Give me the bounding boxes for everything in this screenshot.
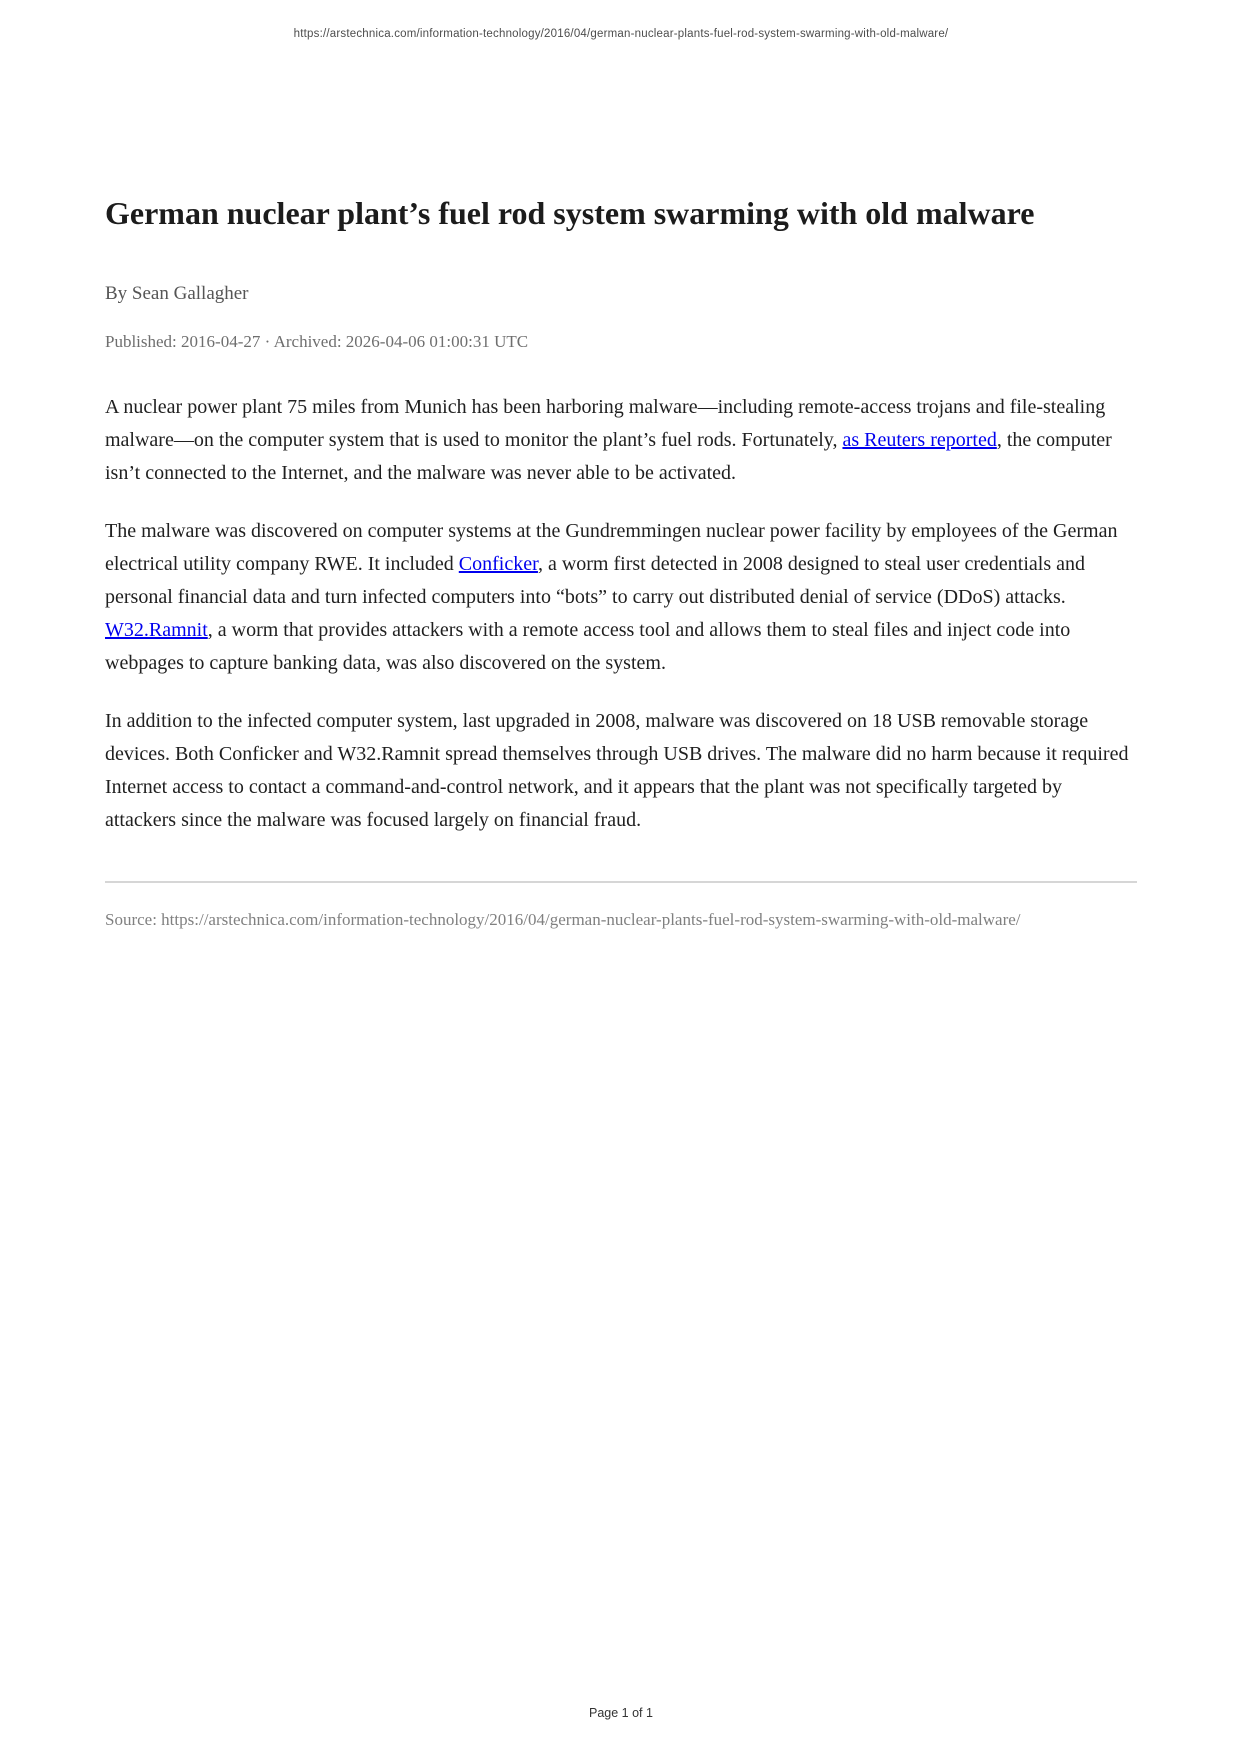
paragraph-text: , the computer isn’t connected to the Internet, and the malware was never able to be activated.: [105, 429, 1112, 484]
inline-link[interactable]: Conficker: [458, 553, 538, 575]
published-line: Published: 2016-04-27 · Archived: 2026-04-06 01:00:31 UTC: [105, 332, 529, 351]
paragraph-text: , a worm first detected in 2008 designed to steal user credentials and personal financial data and turn infected computers into “bots” to carry out distributed denial of service (DDoS) attacks.: [105, 553, 1086, 608]
inline-link[interactable]: W32.Ramnit: [105, 619, 208, 641]
page-number-footer: Page 1 of 1: [589, 1706, 653, 1720]
divider: [105, 881, 1137, 883]
source-line: Source: https://arstechnica.com/information-technology/2016/04/german-nuclear-plants-fuel-rod-system-swarming-with-old-malware/: [105, 910, 1021, 929]
article-paragraph: [105, 705, 1137, 837]
article-body: [105, 391, 1137, 837]
byline: By Sean Gallagher: [105, 283, 249, 304]
article-content: [105, 188, 1137, 931]
paragraph-text: In addition to the infected computer system, last upgraded in 2008, malware was discovered on 18 USB removable storage devices. Both Conficker and W32.Ramnit spread themselves through USB drives. The malware did no harm because it required Internet access to contact a command-and-control network, and it appears that the plant was not specifically targeted by attackers since the malware was focused largely on financial fraud.: [105, 710, 1129, 831]
paragraph-text: The malware was discovered on computer systems at the Gundremmingen nuclear power facility by employees of the German electrical utility company RWE. It included: [105, 520, 1118, 575]
page-title: German nuclear plant’s fuel rod system swarming with old malware: [105, 195, 1035, 231]
article-paragraph: [105, 391, 1137, 490]
archive-header-url: https://arstechnica.com/information-technology/2016/04/german-nuclear-plants-fuel-rod-system-swarming-with-old-malware/: [293, 28, 949, 40]
paragraph-text: A nuclear power plant 75 miles from Munich has been harboring malware—including remote-access trojans and file-stealing malware—on the computer system that is used to monitor the plant’s fuel rods. Fortunately,: [105, 396, 1106, 451]
inline-link[interactable]: as Reuters reported: [842, 429, 997, 451]
article-paragraph: [105, 515, 1137, 680]
paragraph-text: , a worm that provides attackers with a remote access tool and allows them to steal files and inject code into webpages to capture banking data, was also discovered on the system.: [105, 619, 1071, 674]
